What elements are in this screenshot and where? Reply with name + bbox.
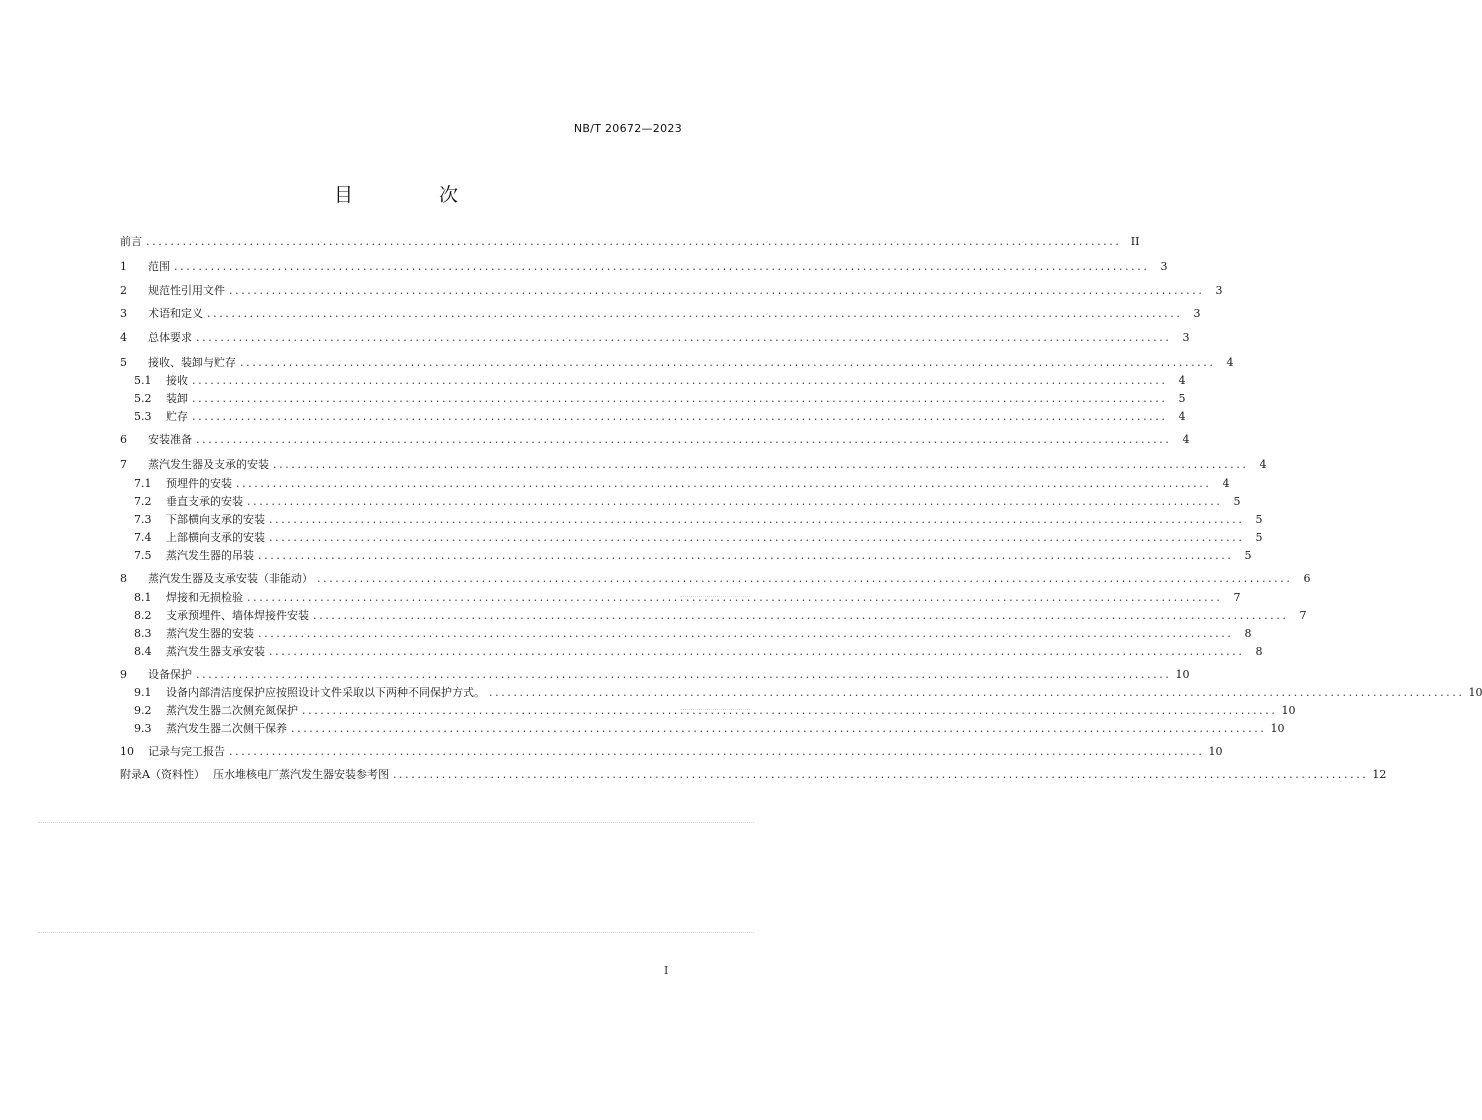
toc-entry-label: 压水堆核电厂蒸汽发生器安装参考图 xyxy=(212,768,389,781)
scan-artifact-line xyxy=(38,822,754,823)
toc-page-number: 4 xyxy=(1178,374,1186,387)
toc-page-number: 8 xyxy=(1244,627,1252,640)
toc-dot-leader: ................................................................................................................................................................ xyxy=(192,374,1168,387)
toc-entry-label: 下部横向支承的安装 xyxy=(166,513,265,526)
toc-dot-leader: ................................................................................................................................................................ xyxy=(273,458,1249,471)
toc-entry-number: 10 xyxy=(120,745,134,758)
toc-page-number: 10 xyxy=(1281,704,1296,717)
toc-dot-leader: ................................................................................................................................................................ xyxy=(258,549,1234,562)
toc-entry-number: 5 xyxy=(120,356,127,369)
toc-entry-label: 焊接和无损检验 xyxy=(166,591,243,604)
toc-dot-leader: ................................................................................................................................................................ xyxy=(489,686,1465,699)
toc-page-number: 4 xyxy=(1226,356,1234,369)
toc-page-number: 3 xyxy=(1182,331,1190,344)
toc-entry-number: 7 xyxy=(120,458,127,471)
toc-dot-leader: ................................................................................................................................................................ xyxy=(269,513,1245,526)
toc-entry[interactable] xyxy=(120,493,1241,510)
toc-entry-title xyxy=(120,258,170,275)
toc-entry[interactable] xyxy=(120,431,1190,448)
toc-page-number: 4 xyxy=(1222,477,1230,490)
toc-dot-leader: ................................................................................................................................................................ xyxy=(317,572,1293,585)
toc-entry-title xyxy=(120,354,236,371)
toc-entry-number: 7.2 xyxy=(134,495,152,508)
toc-entry-label: 规范性引用文件 xyxy=(148,284,225,297)
toc-page-number: 3 xyxy=(1193,307,1201,320)
toc-entry-number: 9.3 xyxy=(134,722,152,735)
toc-dot-leader: ................................................................................................................................................................ xyxy=(196,433,1172,446)
toc-entry-number: 7.4 xyxy=(134,531,152,544)
toc-entry[interactable] xyxy=(120,702,1296,719)
toc-entry[interactable] xyxy=(120,766,1387,783)
toc-entry-label: 贮存 xyxy=(166,410,188,423)
toc-entry-number: 9 xyxy=(120,668,127,681)
toc-entry-title xyxy=(120,493,243,510)
toc-page-number: 6 xyxy=(1303,572,1311,585)
toc-dot-leader: ................................................................................................................................................................ xyxy=(302,704,1278,717)
toc-page-number: 10 xyxy=(1175,668,1190,681)
toc-entry[interactable] xyxy=(120,408,1186,425)
toc-entry-title xyxy=(120,329,192,346)
toc-entry-label: 总体要求 xyxy=(148,331,192,344)
toc-dot-leader: ................................................................................................................................................................ xyxy=(229,284,1205,297)
toc-entry-title xyxy=(120,607,309,624)
toc-entry-label: 接收 xyxy=(166,374,188,387)
toc-entry-label: 上部横向支承的安装 xyxy=(166,531,265,544)
toc-entry-number: 3 xyxy=(120,307,127,320)
toc-entry-title xyxy=(120,625,254,642)
toc-entry-label: 范围 xyxy=(148,260,170,273)
toc-entry-title xyxy=(120,372,188,389)
toc-entry[interactable] xyxy=(120,329,1190,346)
toc-entry-title xyxy=(120,282,225,299)
toc-entry[interactable] xyxy=(120,354,1234,371)
toc-entry-label: 蒸汽发生器二次侧干保养 xyxy=(166,722,287,735)
scan-artifact-line xyxy=(680,596,750,597)
toc-entry-label: 前言 xyxy=(120,235,142,248)
toc-entry[interactable] xyxy=(120,305,1201,322)
toc-entry-label: 装卸 xyxy=(166,392,188,405)
toc-entry-title xyxy=(120,702,298,719)
toc-entry-label: 蒸汽发生器支承安装 xyxy=(166,645,265,658)
toc-entry-label: 支承预埋件、墙体焊接件安装 xyxy=(166,609,309,622)
toc-entry-title xyxy=(120,720,287,737)
toc-entry[interactable] xyxy=(120,372,1186,389)
toc-entry-number: 6 xyxy=(120,433,127,446)
standard-code: NB/T 20672—2023 xyxy=(573,122,682,135)
toc-entry[interactable] xyxy=(120,456,1267,473)
toc-entry-label: 安装准备 xyxy=(148,433,192,446)
toc-entry-number: 7.5 xyxy=(134,549,152,562)
toc-page-number: 8 xyxy=(1255,645,1263,658)
toc-page-number: 4 xyxy=(1182,433,1190,446)
toc-entry-title xyxy=(120,529,265,546)
toc-entry-label: 蒸汽发生器二次侧充氮保护 xyxy=(166,704,298,717)
toc-entry-number: 5.1 xyxy=(134,374,152,387)
toc-dot-leader: ................................................................................................................................................................ xyxy=(192,410,1168,423)
toc-entry-number: 5.2 xyxy=(134,392,152,405)
toc-entry-label: 记录与完工报告 xyxy=(148,745,225,758)
toc-entry[interactable] xyxy=(120,390,1186,407)
toc-entry-title xyxy=(120,643,265,660)
toc-page-number: 4 xyxy=(1259,458,1267,471)
page-title: 目 次 xyxy=(333,184,499,206)
toc-entry-number: 附录A（资料性） xyxy=(120,768,205,781)
toc-page-number: 10 xyxy=(1208,745,1223,758)
toc-entry[interactable] xyxy=(120,720,1285,737)
toc-dot-leader: ................................................................................................................................................................ xyxy=(229,745,1205,758)
toc-dot-leader: ................................................................................................................................................................ xyxy=(247,495,1223,508)
toc-dot-leader: ................................................................................................................................................................ xyxy=(236,477,1212,490)
toc-entry-number: 8 xyxy=(120,572,127,585)
toc-entry-title xyxy=(120,456,269,473)
toc-page-number: 5 xyxy=(1178,392,1186,405)
toc-entry[interactable] xyxy=(120,529,1263,546)
toc-dot-leader: ................................................................................................................................................................ xyxy=(313,609,1289,622)
toc-entry-title xyxy=(120,743,225,760)
toc-entry-label: 垂直支承的安装 xyxy=(166,495,243,508)
toc-entry[interactable] xyxy=(120,282,1223,299)
toc-entry-title xyxy=(120,233,142,250)
toc-entry[interactable] xyxy=(120,625,1252,642)
toc-entry-title xyxy=(120,390,188,407)
toc-page-number: 7 xyxy=(1299,609,1307,622)
toc-entry-label: 蒸汽发生器的吊装 xyxy=(166,549,254,562)
toc-page-number: 5 xyxy=(1244,549,1252,562)
toc-entry-title xyxy=(120,431,192,448)
toc-dot-leader: ................................................................................................................................................................ xyxy=(146,235,1122,248)
toc-entry-title xyxy=(120,589,243,606)
toc-entry-title xyxy=(120,408,188,425)
toc-entry-number: 7.1 xyxy=(134,477,152,490)
toc-entry-number: 8.2 xyxy=(134,609,152,622)
toc-page-number: 3 xyxy=(1160,260,1168,273)
toc-dot-leader: ................................................................................................................................................................ xyxy=(192,392,1168,405)
toc-entry-number: 8.3 xyxy=(134,627,152,640)
toc-entry-label: 接收、装卸与贮存 xyxy=(148,356,236,369)
toc-entry-title xyxy=(120,305,203,322)
toc-entry-title xyxy=(120,475,232,492)
toc-entry[interactable] xyxy=(120,233,1140,250)
toc-page-number: 3 xyxy=(1215,284,1223,297)
toc-entry-label: 蒸汽发生器的安装 xyxy=(166,627,254,640)
toc-dot-leader: ................................................................................................................................................................ xyxy=(174,260,1150,273)
toc-page-number: 5 xyxy=(1255,513,1263,526)
scan-artifact-line xyxy=(680,709,750,710)
toc-dot-leader: ................................................................................................................................................................ xyxy=(207,307,1183,320)
toc-dot-leader: ................................................................................................................................................................ xyxy=(392,768,1369,781)
toc-entry-title xyxy=(120,570,313,587)
page-folio: I xyxy=(664,964,669,977)
toc-entry-number: 9.1 xyxy=(134,686,152,699)
toc-entry[interactable] xyxy=(120,511,1263,528)
toc-dot-leader: ................................................................................................................................................................ xyxy=(269,645,1245,658)
toc-page-number: 4 xyxy=(1178,410,1186,423)
toc-entry-label: 蒸汽发生器及支承的安装 xyxy=(148,458,269,471)
toc-page-number: 10 xyxy=(1270,722,1285,735)
toc-page-number: 10 xyxy=(1468,686,1482,699)
toc-page-number: 12 xyxy=(1372,768,1387,781)
toc-entry[interactable] xyxy=(120,570,1311,587)
toc-entry-label: 蒸汽发生器及支承安装（非能动） xyxy=(148,572,313,585)
toc-entry[interactable] xyxy=(120,589,1241,606)
toc-entry[interactable] xyxy=(120,743,1223,760)
toc-dot-leader: ................................................................................................................................................................ xyxy=(240,356,1216,369)
toc-page-number: 5 xyxy=(1233,495,1241,508)
toc-entry-number: 2 xyxy=(120,284,127,297)
toc-entry[interactable] xyxy=(120,547,1252,564)
toc-dot-leader: ................................................................................................................................................................ xyxy=(291,722,1267,735)
scan-artifact-line xyxy=(38,932,754,933)
toc-entry-label: 设备保护 xyxy=(148,668,192,681)
toc-entry-number: 5.3 xyxy=(134,410,152,423)
toc-entry-title xyxy=(120,547,254,564)
toc-entry-number: 8.1 xyxy=(134,591,152,604)
toc-dot-leader: ................................................................................................................................................................ xyxy=(196,331,1172,344)
toc-dot-leader: ................................................................................................................................................................ xyxy=(196,668,1172,681)
toc-entry[interactable] xyxy=(120,643,1263,660)
toc-entry-label: 预埋件的安装 xyxy=(166,477,232,490)
toc-dot-leader: ................................................................................................................................................................ xyxy=(247,591,1223,604)
toc-entry[interactable] xyxy=(120,258,1168,275)
toc-page-number: 5 xyxy=(1255,531,1263,544)
toc-entry-label: 术语和定义 xyxy=(148,307,203,320)
toc-entry-label: 设备内部清洁度保护应按照设计文件采取以下两种不同保护方式。 xyxy=(166,686,485,699)
toc-entry-number: 4 xyxy=(120,331,127,344)
toc-entry-number: 1 xyxy=(120,260,127,273)
toc-entry[interactable] xyxy=(120,684,1482,701)
toc-entry-title xyxy=(120,766,389,783)
toc-entry-title xyxy=(120,666,192,683)
toc-page-number: 7 xyxy=(1233,591,1241,604)
toc-entry-number: 7.3 xyxy=(134,513,152,526)
toc-entry-number: 8.4 xyxy=(134,645,152,658)
toc-entry-title xyxy=(120,511,265,528)
toc-entry-title xyxy=(120,684,485,701)
toc-entry[interactable] xyxy=(120,607,1307,624)
toc-dot-leader: ................................................................................................................................................................ xyxy=(269,531,1245,544)
toc-page-number: II xyxy=(1130,235,1140,248)
toc-dot-leader: ................................................................................................................................................................ xyxy=(258,627,1234,640)
toc-entry-number: 9.2 xyxy=(134,704,152,717)
toc-entry[interactable] xyxy=(120,666,1190,683)
toc-entry[interactable] xyxy=(120,475,1230,492)
